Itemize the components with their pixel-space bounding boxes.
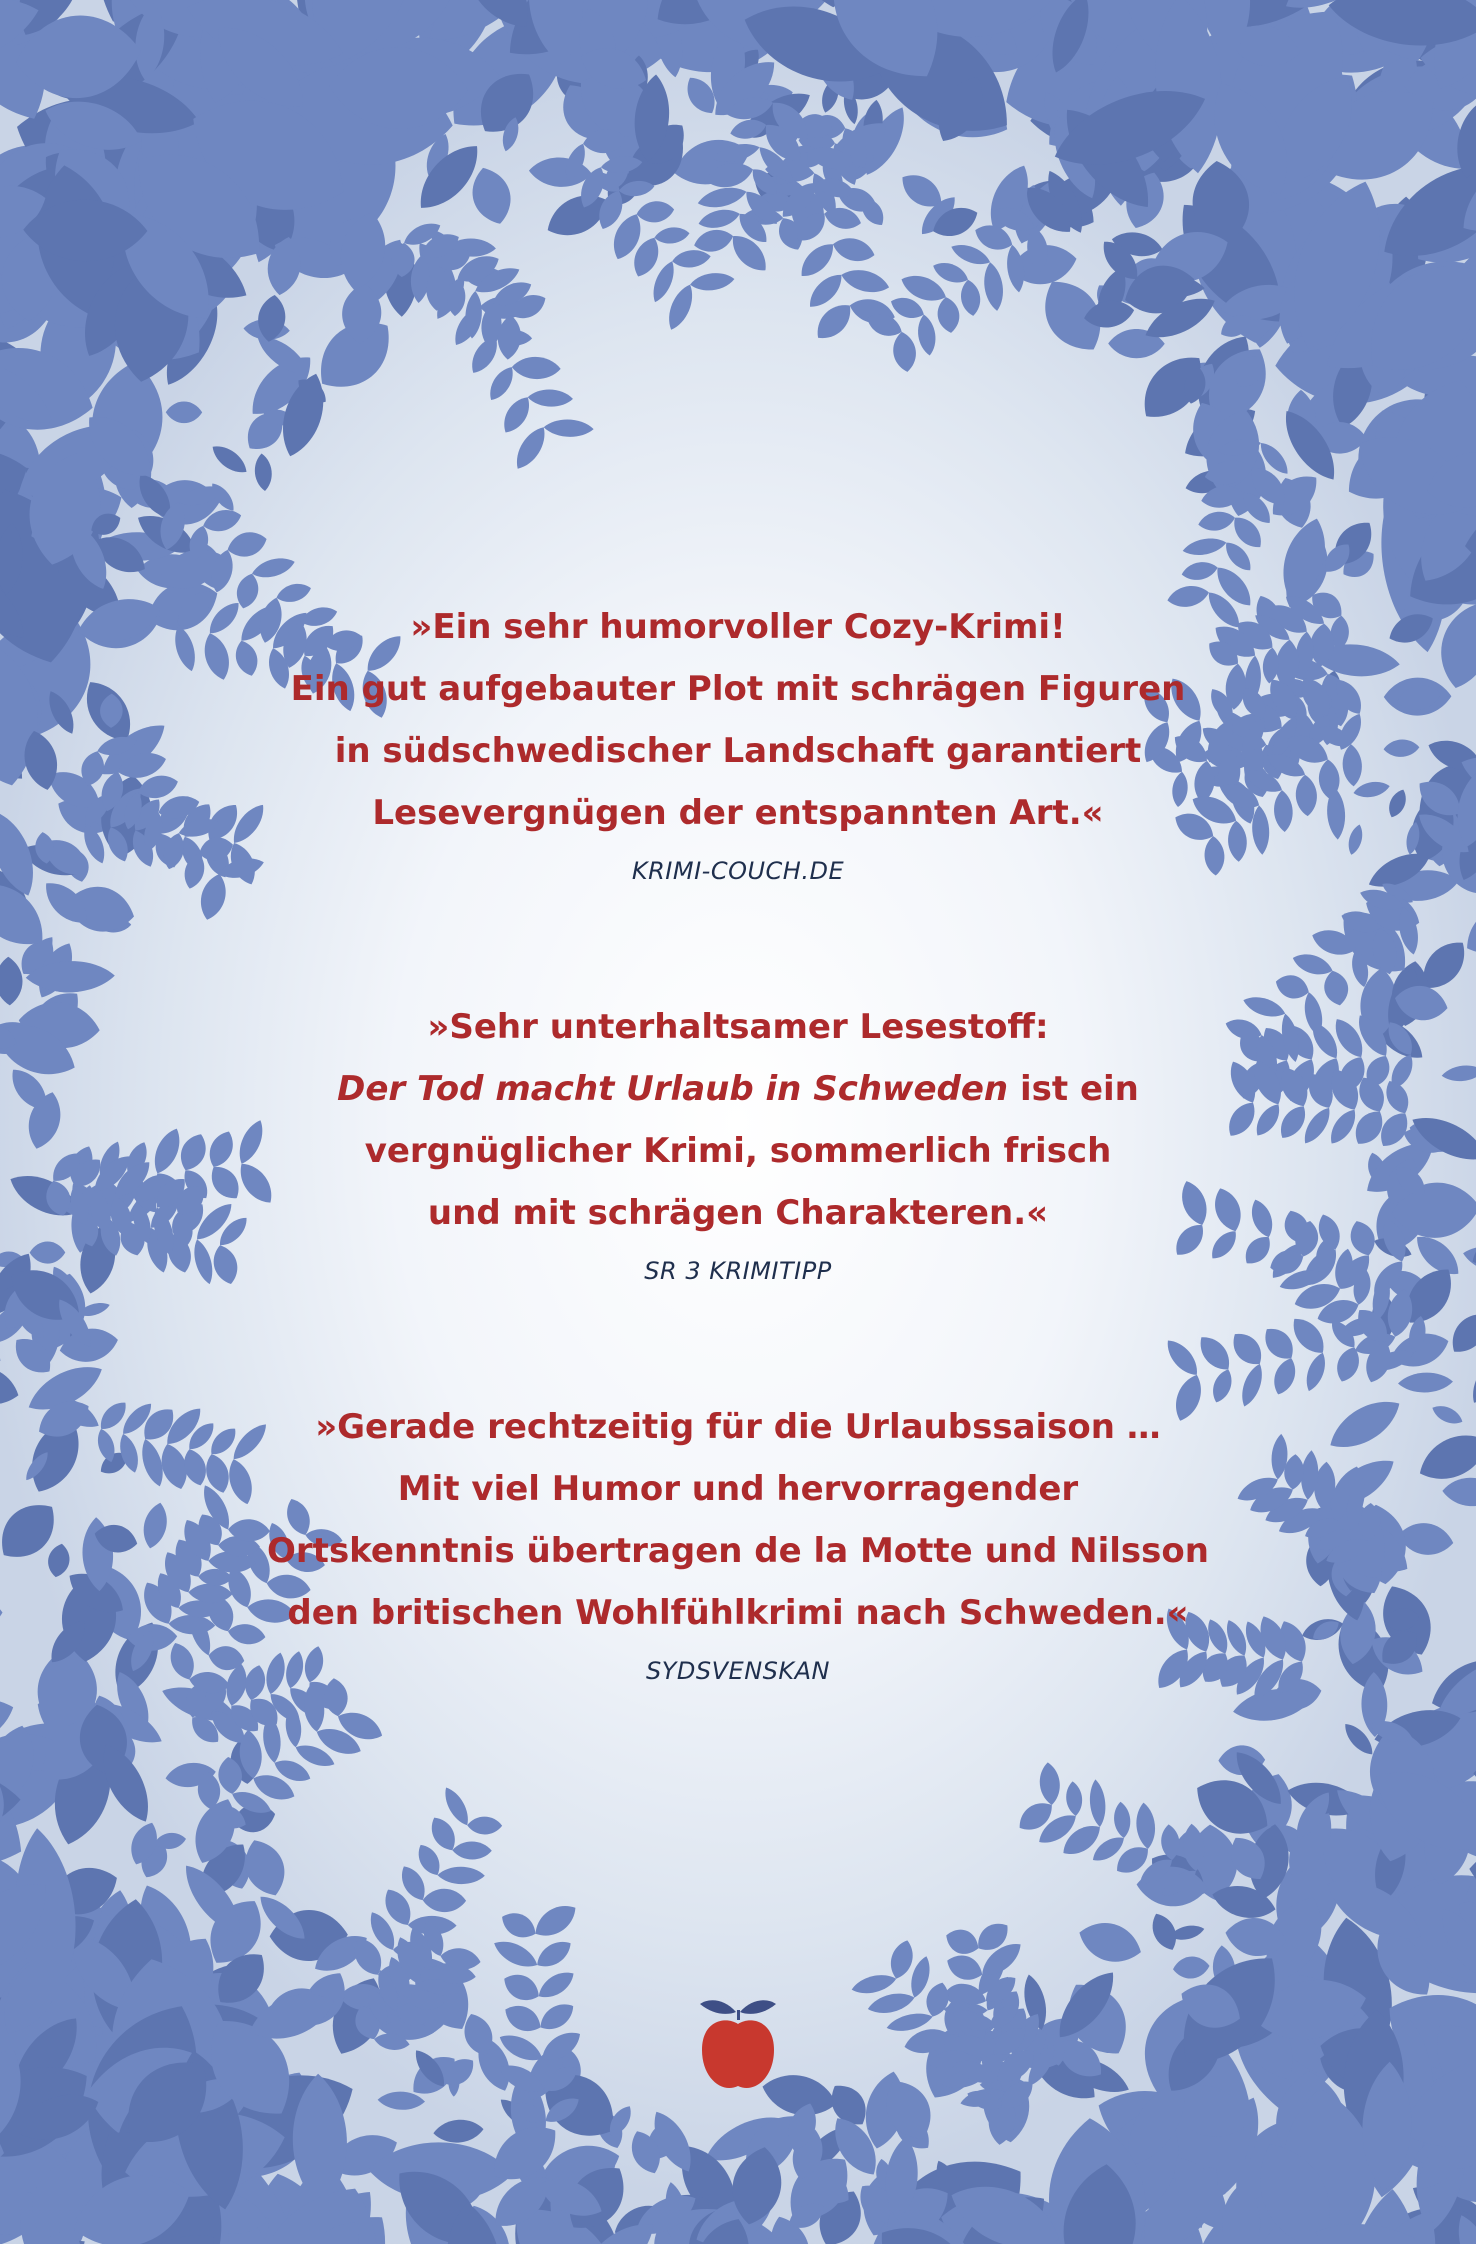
leaf-shape (423, 1888, 467, 1912)
leaf-shape (930, 258, 971, 288)
leaf-shape (839, 265, 892, 297)
leaf-shape (204, 1127, 239, 1171)
leaf-shape (543, 419, 594, 438)
leaf-shape (1398, 1372, 1454, 1394)
leaf-shape (224, 528, 269, 562)
leaf-shape (689, 271, 735, 293)
leaf-shape (139, 1500, 171, 1550)
leaf-shape (170, 623, 200, 673)
leaf-shape (1004, 244, 1027, 294)
leaf-shape (943, 1950, 987, 1985)
leaf-shape (500, 1999, 546, 2037)
leaf-shape (1321, 968, 1352, 1008)
leaf-shape (467, 1816, 502, 1834)
quote-line: »Sehr unterhaltsamer Lesestoff: (427, 1007, 1049, 1047)
leaf-shape (1441, 1063, 1476, 1083)
leaf-shape (188, 1583, 233, 1604)
leaf-shape (915, 313, 938, 356)
leaf-shape (45, 1542, 72, 1579)
leaf-shape (532, 1935, 576, 1973)
leaf-shape (942, 1924, 983, 1959)
leaf-shape (1088, 1779, 1108, 1828)
leaf-shape (697, 206, 742, 232)
leaf-shape (1172, 1955, 1211, 1980)
leaf-shape (199, 630, 234, 683)
leaf-shape (511, 356, 561, 380)
leaf-shape (653, 225, 690, 245)
leaf-shape (1302, 1350, 1330, 1393)
quote-line: in südschwedischer Landschaft garantiert (334, 731, 1142, 771)
quote-source: SR 3 KRIMITIPP (644, 1257, 832, 1285)
leaf-shape (850, 1971, 898, 1998)
leaf-shape (527, 389, 573, 408)
quote-line: Ortskenntnis übertragen de la Motte und Nilsson (267, 1531, 1209, 1571)
leaf-shape (696, 183, 749, 212)
leaf-shape (30, 1241, 66, 1263)
leaf-shape (1322, 1390, 1408, 1459)
apple-leaf-left (700, 2000, 736, 2014)
leaf-shape (0, 1591, 3, 1638)
leaf-shape (1290, 949, 1335, 979)
apple-icon (688, 1980, 788, 2100)
leaf-shape (1247, 1197, 1278, 1241)
apple-leaf-right (740, 2000, 776, 2014)
leaf-shape (1341, 743, 1363, 787)
leaf-shape (830, 234, 877, 266)
leaf-shape (529, 1898, 582, 1944)
leaf-shape (1352, 779, 1391, 800)
quote-line-with-book-title (238, 1058, 1238, 1120)
apple-body (702, 2020, 774, 2088)
leaf-shape (499, 1968, 544, 2006)
leaf-shape (377, 2091, 425, 2111)
leaf-shape (1193, 1330, 1236, 1376)
book-title: Der Tod macht Urlaub in Schweden (337, 1069, 1009, 1109)
leaf-shape (1197, 509, 1237, 534)
quote-line: den britischen Wohlfühlkrimi nach Schweden.« (287, 1593, 1189, 1633)
quote-line: Ein gut aufgebauter Plot mit schrägen Figuren (290, 669, 1186, 709)
leaf-shape (935, 296, 962, 335)
leaf-shape (166, 401, 203, 423)
leaf-shape (432, 2118, 484, 2145)
leaf-shape (452, 1841, 492, 1860)
leaf-shape (1383, 739, 1420, 758)
leaf-shape (1385, 787, 1410, 820)
leaf-shape (1181, 535, 1227, 558)
leaf-shape (1442, 1477, 1476, 1507)
leaf-shape (1325, 1105, 1362, 1148)
leaf-shape (1239, 1231, 1276, 1270)
quote-line: »Ein sehr humorvoller Cozy-Krimi! (410, 607, 1066, 647)
leaf-shape (1226, 1327, 1269, 1372)
leaf-shape (497, 1907, 540, 1944)
leaf-shape (866, 1989, 917, 2017)
leaf-shape (959, 278, 983, 317)
quote-sydsvenskan (238, 1396, 1238, 1688)
quote-line: und mit schrägen Charakteren.« (427, 1193, 1049, 1233)
leaf-shape (1161, 1335, 1204, 1381)
leaf-shape (1273, 790, 1294, 833)
leaf-shape (1294, 774, 1318, 817)
quote-sr3-krimitipp (238, 996, 1238, 1288)
leaf-shape (250, 554, 297, 582)
leaf-shape (535, 1998, 579, 2036)
quote-line: Mit viel Humor und hervorragender (397, 1469, 1079, 1509)
leaf-shape (981, 261, 1006, 312)
leaf-shape (1112, 1801, 1131, 1839)
leaf-shape (1345, 823, 1365, 857)
quote-line: vergnüglicher Krimi, sommerlich frisch (364, 1131, 1112, 1171)
leaf-shape (1237, 1361, 1267, 1409)
leaf-shape (208, 440, 252, 479)
quote-line: »Gerade rechtzeitig für die Urlaubssaison … (315, 1407, 1161, 1447)
leaf-shape (490, 1935, 541, 1973)
leaf-shape (891, 330, 919, 373)
leaf-shape (190, 1237, 217, 1286)
leaf-shape (510, 422, 552, 473)
leaf-shape (0, 1359, 24, 1412)
leaf-shape (1261, 647, 1280, 684)
leaf-shape (1038, 1761, 1062, 1805)
leaf-shape (1241, 992, 1288, 1021)
leaf-shape (148, 1125, 186, 1178)
leaf-shape (0, 956, 23, 1006)
leaf-shape (534, 1966, 579, 2004)
leaf-shape (1251, 1100, 1285, 1140)
quote-source: SYDSVENSKAN (646, 1657, 830, 1685)
leaf-shape (1465, 1349, 1476, 1408)
quote-line-rest: ist ein (1008, 1069, 1139, 1109)
leaf-shape (1180, 559, 1219, 583)
leaf-shape (1429, 1401, 1465, 1428)
apple-stem (737, 2010, 740, 2020)
leaf-shape (1074, 1915, 1147, 1970)
leaf-shape (1065, 1781, 1084, 1817)
quote-source: KRIMI-COUCH.DE (631, 857, 845, 885)
leaf-shape (635, 199, 675, 224)
leaf-shape (175, 1130, 212, 1175)
leaf-shape (168, 1614, 215, 1635)
leaf-shape (465, 162, 518, 229)
leaf-shape (1444, 1306, 1476, 1360)
leaf-shape (253, 453, 273, 492)
leaf-shape (1269, 1355, 1300, 1398)
quote-krimi-couch (238, 596, 1238, 888)
quote-line: Lesevergnügen der entspannten Art.« (372, 793, 1104, 833)
leaf-shape (437, 1866, 485, 1884)
leaf-shape (1134, 1802, 1157, 1850)
leaf-shape (1346, 1217, 1380, 1259)
